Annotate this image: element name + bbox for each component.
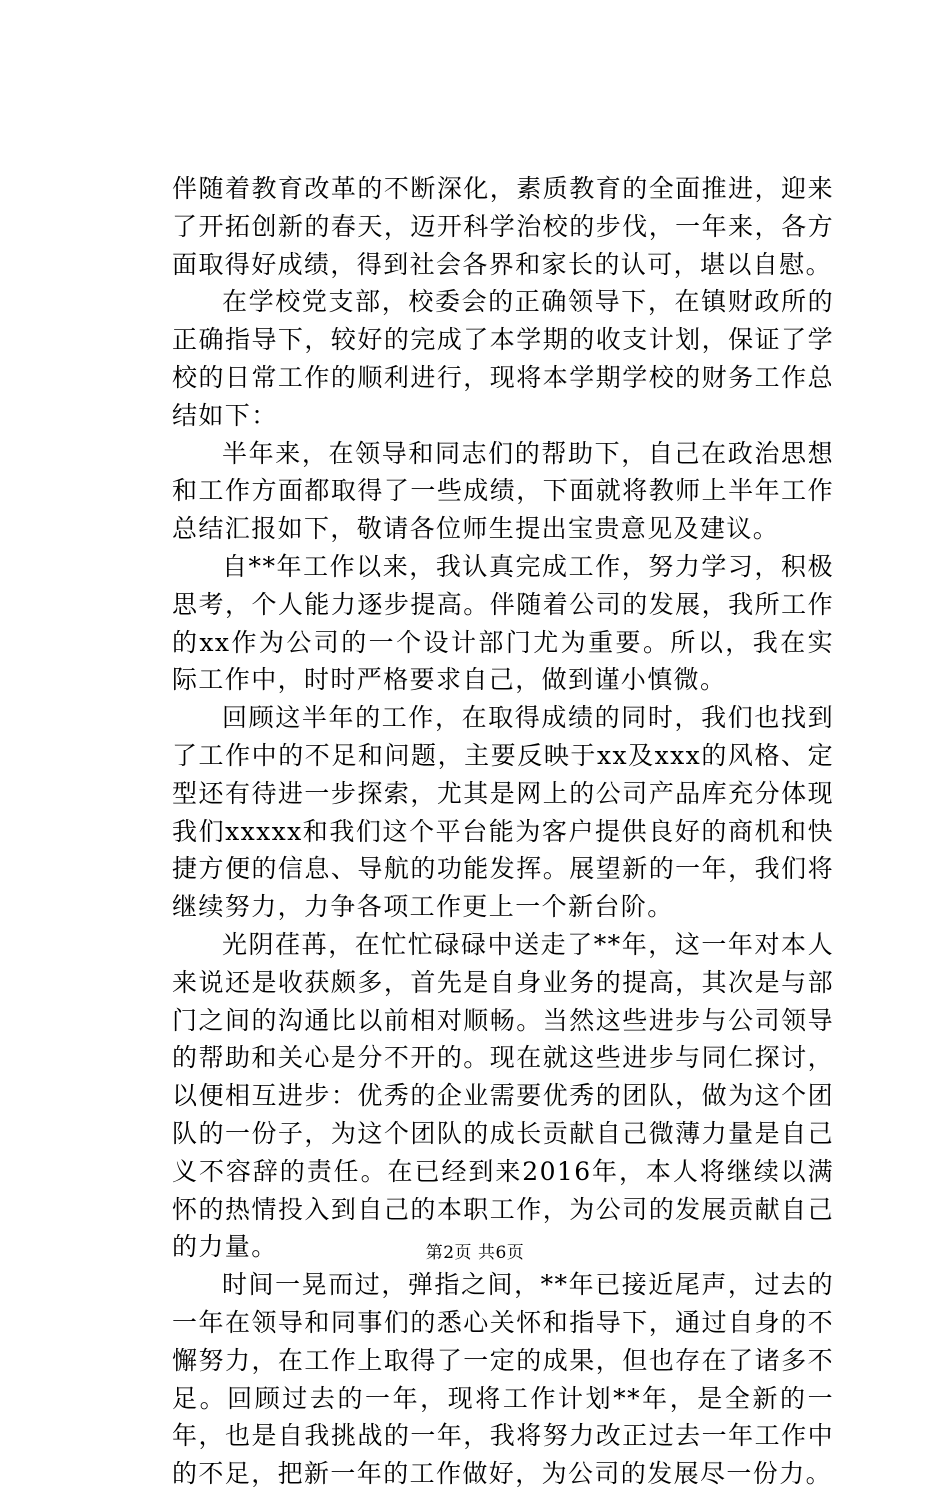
document-body [172,170,834,1493]
paragraph-5: 回顾这半年的工作，在取得成绩的同时，我们也找到了工作中的不足和问题，主要反映于xx及xxx的风格、定型还有待进一步探索，尤其是网上的公司产品库充分体现我们xxxxx和我们这个平台能为客户提供良好的商机和快捷方便的信息、导航的功能发挥。展望新的一年，我们将继续努力，力争各项工作更上一个新台阶。 [172,703,834,922]
page-number-footer: 第2页 共6页 [425,1243,525,1263]
paragraph-1: 伴随着教育改革的不断深化，素质教育的全面推进，迎来了开拓创新的春天，迈开科学治校的步伐，一年来，各方面取得好成绩，得到社会各界和家长的认可，堪以自慰。 [172,174,834,279]
paragraph-7: 时间一晃而过，弹指之间，**年已接近尾声，过去的一年在领导和同事们的悉心关怀和指导下，通过自身的不懈努力，在工作上取得了一定的成果，但也存在了诸多不足。回顾过去的一年，现将工作计划**年，是全新的一年，也是自我挑战的一年，我将努力改正过去一年工作中的不足，把新一年的工作做好，为公司的发展尽一份力。 [172,1270,834,1489]
paragraph-3: 半年来，在领导和同志们的帮助下，自己在政治思想和工作方面都取得了一些成绩，下面就将教师上半年工作总结汇报如下，敬请各位师生提出宝贵意见及建议。 [172,438,834,544]
paragraph-2: 在学校党支部，校委会的正确领导下，在镇财政所的正确指导下，较好的完成了本学期的收支计划，保证了学校的日常工作的顺利进行，现将本学期学校的财务工作总结如下： [172,287,834,430]
paragraph-6: 光阴荏苒，在忙忙碌碌中送走了**年，这一年对本人来说还是收获颇多，首先是自身业务的提高，其次是与部门之间的沟通比以前相对顺畅。当然这些进步与公司领导的帮助和关心是分不开的。现在就这些进步与同仁探讨，以便相互进步：优秀的企业需要优秀的团队，做为这个团队的一份子，为这个团队的成长贡献自己微薄力量是自己义不容辞的责任。在已经到来2016年，本人将继续以满怀的热情投入到自己的本职工作，为公司的发展贡献自己的力量。 [172,929,834,1262]
paragraph-4: 自**年工作以来，我认真完成工作，努力学习，积极思考，个人能力逐步提高。伴随着公司的发展，我所工作的xx作为公司的一个设计部门尤为重要。所以，我在实际工作中，时时严格要求自己，做到谨小慎微。 [172,551,834,695]
